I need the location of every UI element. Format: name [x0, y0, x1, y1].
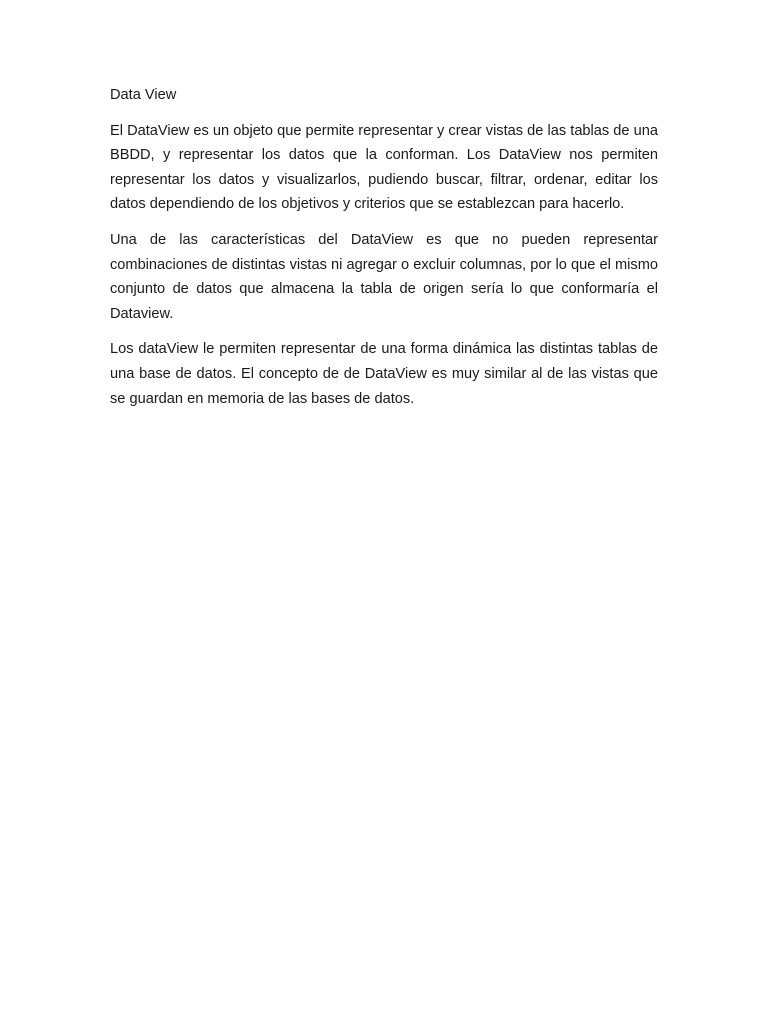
paragraph-3: Los dataView le permiten representar de una forma dinámica las distintas tablas de una base de datos. El concepto de de DataView es muy similar al de las vistas que se guardan en memoria de las bases de datos. — [110, 341, 658, 407]
paragraph-1: El DataView es un objeto que permite representar y crear vistas de las tablas de una BBDD, y representar los datos que la conforman. Los DataView nos permiten representar los datos y visualizarlos, pudiendo buscar, filtrar, ordenar, editar los datos dependiendo de los objetivos y criterios que se establezcan para hacerlo. — [110, 122, 658, 213]
document-body — [110, 83, 658, 422]
document-title: Data View — [110, 87, 177, 103]
paragraph-2: Una de las características del DataView es que no pueden representar combinaciones de distintas vistas ni agregar o excluir columnas, por lo que el mismo conjunto de datos que almacena la tabla de origen sería lo que conformaría el Dataview. — [110, 231, 658, 322]
